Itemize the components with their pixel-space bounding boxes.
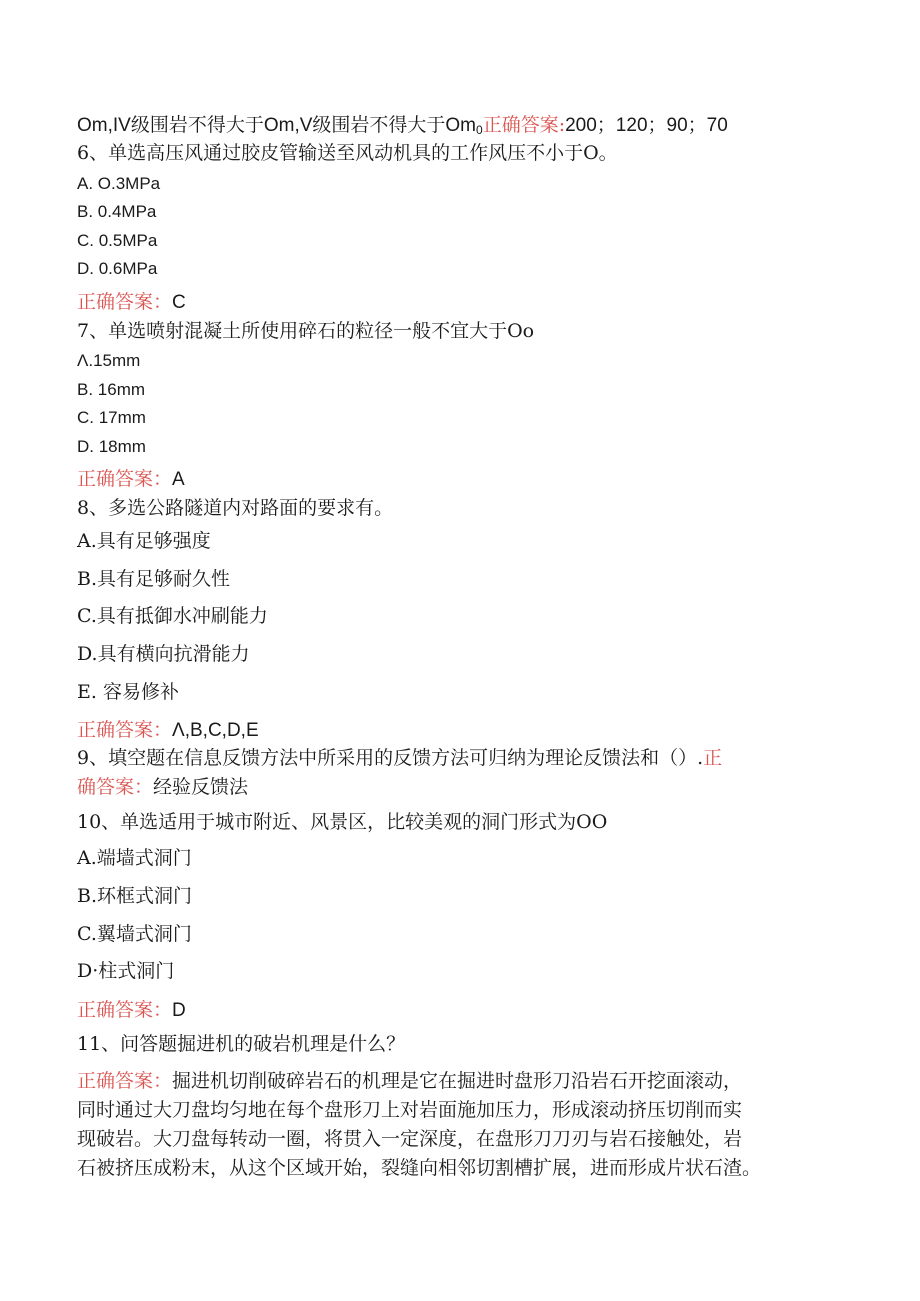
question-11-answer-line-4: 石被挤压成粉末，从这个区域开始，裂缝向相邻切割槽扩展，进而形成片状石渣。 — [77, 1157, 762, 1179]
question-10-option-a: A.端墙式洞门 — [77, 847, 192, 869]
question-10-option-d: D·柱式洞门 — [77, 960, 175, 982]
answer-label: 正确答案： — [77, 999, 173, 1021]
question-11-answer-line-1 — [77, 1069, 742, 1093]
question-10-option-b: B.环框式洞门 — [77, 885, 193, 907]
question-7-option-d: D. 18mm — [77, 437, 146, 456]
question-10-option-c: C.翼墙式洞门 — [77, 923, 192, 945]
question-6-option-d: D. 0.6MPa — [77, 259, 158, 278]
answer-label-start: 正 — [703, 747, 723, 769]
answer-value: 经验反馈法 — [153, 776, 249, 798]
question-7-title: 7、单选喷射混凝土所使用碎石的粒径一般不宜大于Oo — [77, 320, 535, 342]
question-8-option-d: D.具有横向抗滑能力 — [77, 643, 250, 665]
question-10-title: 10、单选适用于城市附近、风景区，比较美观的洞门形式为OO — [77, 811, 608, 833]
question-11-answer-line-3: 现破岩。大刀盘每转动一圈，将贯入一定深度，在盘形刀刀刃与岩石接触处，岩 — [77, 1128, 743, 1150]
answer-value: Λ,B,C,D,E — [172, 720, 259, 741]
answer-value: A — [172, 469, 185, 490]
question-11-answer-line-2: 同时通过大刀盘均匀地在每个盘形刀上对岩面施加压力，形成滚动挤压切削而实 — [77, 1099, 743, 1121]
question-8-option-a: A.具有足够强度 — [77, 530, 211, 552]
answer-value: D — [172, 1000, 186, 1021]
question-6-option-a: A. O.3MPa — [77, 174, 161, 193]
answer-value: C — [172, 292, 186, 313]
question-8-answer — [77, 718, 259, 743]
question-11-title: 11、问答题掘进机的破岩机理是什么？ — [77, 1033, 406, 1055]
continued-question-line — [77, 113, 728, 142]
question-6-title: 6、单选高压风通过胶皮管输送至风动机具的工作风压不小于O。 — [77, 142, 618, 164]
answer-label: 正确答案: — [482, 114, 566, 136]
question-9-title-line — [77, 746, 722, 770]
answer-label-end: 确答案： — [77, 776, 154, 798]
answer-value: 200；120；90；70 — [565, 115, 728, 136]
question-6-answer — [77, 290, 186, 315]
question-8-option-b: B.具有足够耐久性 — [77, 568, 231, 590]
subscript-zero: 0 — [476, 123, 483, 137]
answer-text-line: 掘进机切削破碎岩石的机理是它在掘进时盘形刀沿岩石开挖面滚动， — [172, 1070, 743, 1092]
question-7-option-c: C. 17mm — [77, 408, 146, 427]
question-6-option-c: C. 0.5MPa — [77, 231, 158, 250]
answer-label: 正确答案： — [77, 468, 173, 490]
continued-question-text: Om,IV级围岩不得大于Om,V级围岩不得大于Om — [77, 115, 477, 136]
question-7-answer — [77, 467, 185, 492]
answer-label: 正确答案： — [77, 291, 173, 313]
answer-label: 正确答案： — [77, 1070, 173, 1092]
question-9-answer — [77, 775, 248, 799]
question-8-option-c: C.具有抵御水冲刷能力 — [77, 605, 268, 627]
question-8-title: 8、多选公路隧道内对路面的要求有。 — [77, 497, 394, 519]
question-9-title: 9、填空题在信息反馈方法中所采用的反馈方法可归纳为理论反馈法和（）. — [77, 747, 704, 769]
answer-label: 正确答案： — [77, 719, 173, 741]
question-10-answer — [77, 998, 186, 1023]
question-7-option-b: B. 16mm — [77, 380, 146, 399]
question-6-option-b: B. 0.4MPa — [77, 202, 157, 221]
question-8-option-e: E. 容易修补 — [77, 681, 179, 703]
question-7-option-a: Λ.15mm — [77, 351, 141, 370]
